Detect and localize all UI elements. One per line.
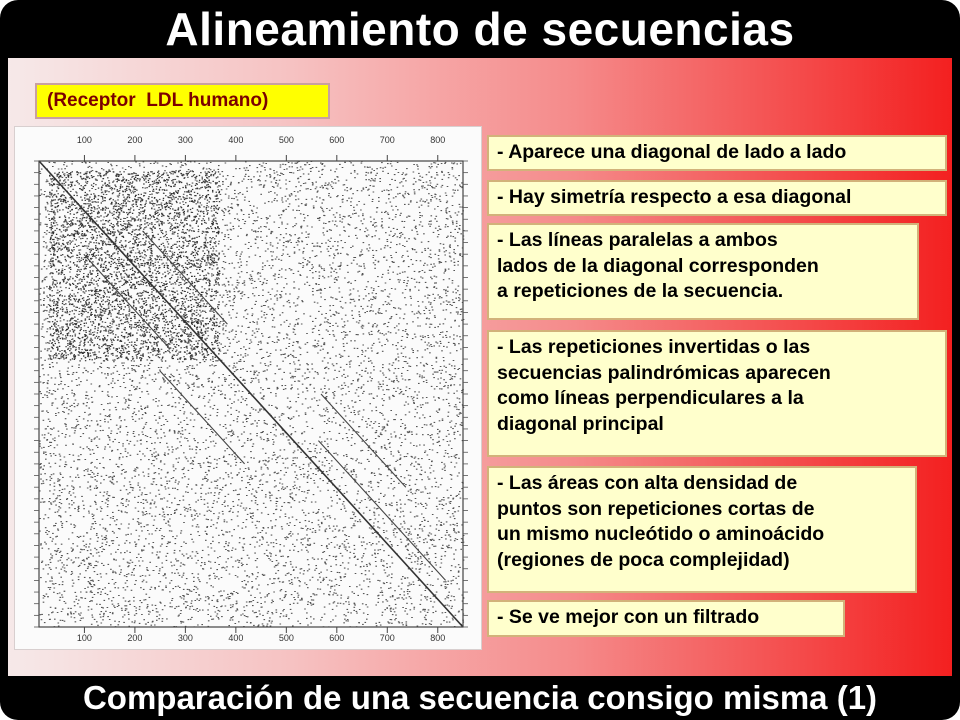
note-diagonal [487,135,947,171]
axis-tick-label: 200 [127,135,143,145]
axis-tick-label: 700 [379,633,395,643]
dot-plot-svg [15,127,481,649]
slide-footer: Comparación de una secuencia consigo misma (1) [82,679,878,716]
note-line: un mismo nucleótido o aminoácido [497,523,825,545]
axis-tick-label: 100 [76,135,92,145]
note-line: - Las líneas paralelas a ambos [497,229,778,251]
subtitle-label: (Receptor LDL humano) [35,83,330,119]
note-low-complexity [487,466,917,593]
note-parallel-lines [487,223,919,320]
note-line: - Se ve mejor con un filtrado [497,606,760,628]
note-line: - Aparece una diagonal de lado a lado [497,141,847,163]
note-symmetry [487,180,947,216]
axis-tick-label: 800 [430,135,446,145]
axis-tick-label: 800 [430,633,446,643]
note-line: - Las áreas con alta densidad de [497,472,798,494]
note-line: a repeticiones de la secuencia. [497,280,784,302]
note-filtering [487,600,845,637]
axis-tick-label: 100 [76,633,92,643]
axis-tick-label: 600 [329,633,345,643]
note-line: lados de la diagonal corresponden [497,254,819,277]
axis-tick-label: 500 [278,633,294,643]
axis-tick-label: 400 [228,135,244,145]
note-line: - Las repeticiones invertidas o las [497,336,811,358]
note-line: (regiones de poca complejidad) [497,548,790,571]
note-inverted-repeats [487,330,947,457]
note-line: secuencias palindrómicas aparecen [497,361,831,384]
dot-plot-image [14,126,482,650]
axis-tick-label: 300 [177,135,193,145]
note-line: como líneas perpendiculares a la [497,387,804,409]
note-line: - Hay simetría respecto a esa diagonal [497,186,852,208]
axis-tick-label: 300 [177,633,193,643]
axis-tick-label: 600 [329,135,345,145]
repeat-line [321,394,406,487]
axis-tick-label: 200 [127,633,143,643]
slide-title: Alineamiento de secuencias [165,3,795,55]
axis-tick-label: 500 [278,135,294,145]
note-line: puntos son repeticiones cortas de [497,497,815,520]
axis-tick-label: 400 [228,633,244,643]
axis-tick-label: 700 [379,135,395,145]
note-line: diagonal principal [497,412,664,435]
